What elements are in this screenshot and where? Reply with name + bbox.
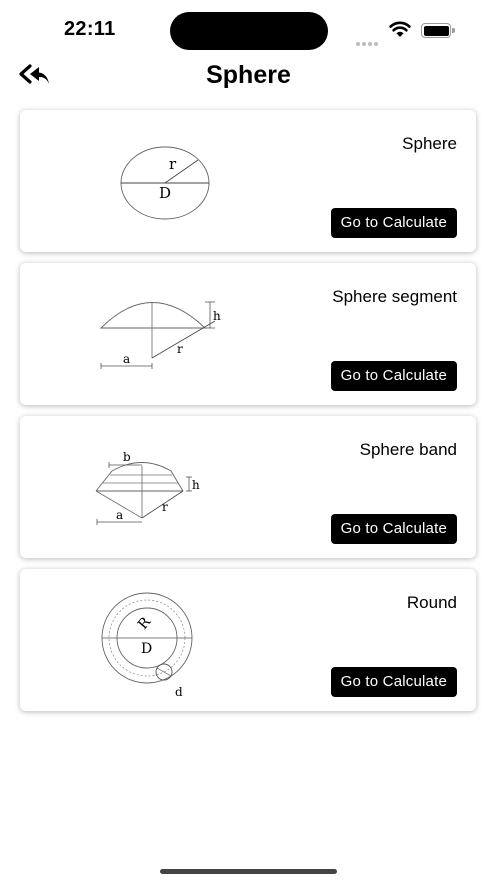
wifi-icon [389,20,411,38]
diagram-label-a: a [116,508,124,522]
go-to-calculate-button[interactable]: Go to Calculate [331,361,457,391]
navigation-bar [0,55,497,99]
round-diagram [80,587,230,697]
diagram-label-d: D [141,641,153,657]
home-indicator [160,869,337,874]
diagram-label-small-d: d [175,685,183,697]
diagram-label-r: r [177,342,183,356]
diagram-label-d: D [159,184,172,202]
go-to-calculate-button[interactable]: Go to Calculate [331,514,457,544]
sphere-band-diagram [80,434,230,544]
page-title: Sphere [206,61,291,89]
sphere-segment-diagram [80,281,230,391]
card-sphere-segment [20,263,476,405]
go-to-calculate-button[interactable]: Go to Calculate [331,208,457,238]
card-title: Sphere [402,134,457,153]
diagram-label-a: a [123,352,131,366]
battery-icon [421,23,451,38]
status-time: 22:11 [64,18,116,40]
diagram-label-h: h [213,309,221,323]
card-sphere-band [20,416,476,558]
diagram-label-h: h [192,478,200,492]
dynamic-island [170,12,328,50]
cellular-signal-icon [356,33,380,51]
sphere-diagram [80,128,230,238]
diagram-label-big-r: R [135,614,155,633]
diagram-label-r: r [169,155,177,173]
card-title: Sphere band [359,440,457,459]
diagram-label-b: b [123,450,131,464]
card-title: Sphere segment [332,287,457,306]
shape-list [20,110,476,722]
card-sphere [20,110,476,252]
status-bar [0,0,497,60]
diagram-label-r: r [162,500,168,514]
card-round [20,569,476,711]
card-title: Round [406,593,457,612]
go-to-calculate-button[interactable]: Go to Calculate [331,667,457,697]
